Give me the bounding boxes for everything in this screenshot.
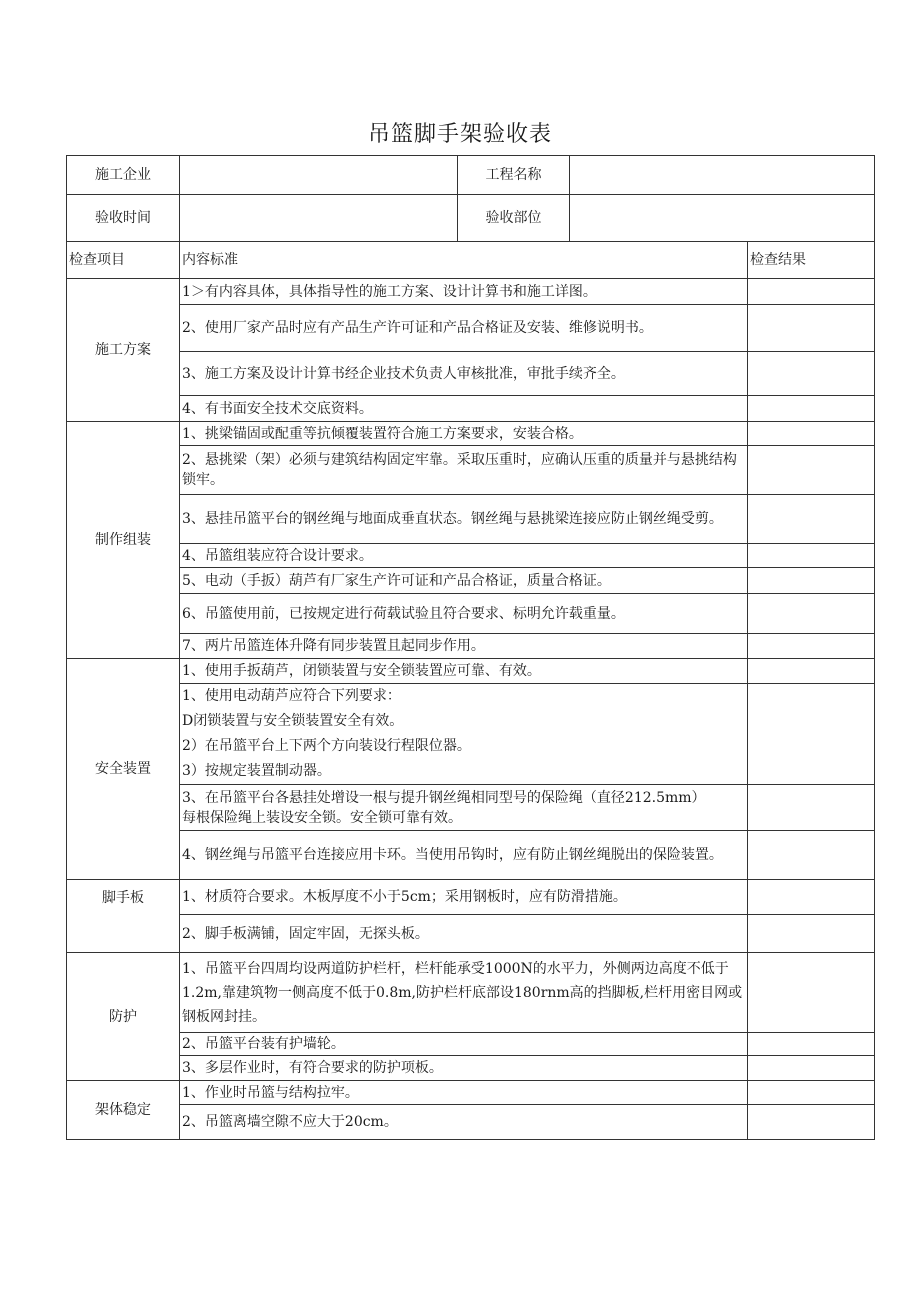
plan-result-4[interactable] xyxy=(748,396,875,422)
assembly-item-3: 3、悬挂吊篮平台的钢丝绳与地面成垂直状态。钢丝绳与悬挑梁连接应防止钢丝绳受剪。 xyxy=(180,495,748,544)
safety-item-2 xyxy=(180,684,748,785)
assembly-result-1[interactable] xyxy=(748,422,875,446)
guard-item-2: 2、吊篮平台装有护墙轮。 xyxy=(180,1033,748,1056)
assembly-result-4[interactable] xyxy=(748,544,875,568)
safety-result-2[interactable] xyxy=(748,684,875,785)
stability-result-2[interactable] xyxy=(748,1105,875,1140)
safety-result-1[interactable] xyxy=(748,659,875,684)
board-item-1: 1、材质符合要求。木板厚度不小于5cm；采用钢板时，应有防滑措施。 xyxy=(180,880,748,915)
safety-result-4[interactable] xyxy=(748,831,875,880)
assembly-result-6[interactable] xyxy=(748,594,875,634)
project-label: 工程名称 xyxy=(458,156,570,195)
company-label: 施工企业 xyxy=(67,156,180,195)
stability-item-2: 2、吊篮离墙空隙不应大于20cm。 xyxy=(180,1105,748,1140)
assembly-item-2: 2、悬挑梁（架）必须与建筑结构固定牢靠。采取压重时，应确认压重的质量并与悬挑结构锁牢。 xyxy=(180,446,748,495)
column-header-item: 检查项目 xyxy=(67,242,180,279)
column-header-standard: 内容标准 xyxy=(180,242,748,279)
safety-item-2-line: 3）按规定装置制动器。 xyxy=(182,763,331,779)
section-plan-name: 施工方案 xyxy=(67,279,180,422)
safety-result-3[interactable] xyxy=(748,785,875,831)
assembly-item-1: 1、挑梁锚固或配重等抗倾覆装置符合施工方案要求，安装合格。 xyxy=(180,422,748,446)
assembly-result-7[interactable] xyxy=(748,634,875,659)
section-stability-name: 架体稳定 xyxy=(67,1081,180,1140)
assembly-item-7: 7、两片吊篮连体升降有同步装置且起同步作用。 xyxy=(180,634,748,659)
guard-item-1: 1、吊篮平台四周均设两道防护栏杆，栏杆能承受1000N的水平力，外侧两边高度不低于1.2m,靠建筑物一侧高度不低于0.8m,防护栏杆底部设180rnm高的挡脚板,栏杆用密目网或钢板网封挂。 xyxy=(180,953,748,1033)
date-label: 验收时间 xyxy=(67,195,180,242)
part-label: 验收部位 xyxy=(458,195,570,242)
board-item-2: 2、脚手板满铺，固定牢固，无探头板。 xyxy=(180,915,748,953)
plan-item-1: 1＞有内容具体，具体指导性的施工方案、设计计算书和施工详图。 xyxy=(180,279,748,305)
safety-item-1: 1、使用手扳葫芦，闭锁装置与安全锁装置应可靠、有效。 xyxy=(180,659,748,684)
guard-item-3: 3、多层作业时，有符合要求的防护项板。 xyxy=(180,1056,748,1081)
assembly-item-6: 6、吊篮使用前，已按规定进行荷载试验且符合要求、标明允许载重量。 xyxy=(180,594,748,634)
assembly-item-4: 4、吊篮组装应符合设计要求。 xyxy=(180,544,748,568)
assembly-result-3[interactable] xyxy=(748,495,875,544)
safety-item-3-line: 3、在吊篮平台各悬挂处增设一根与提升钢丝绳相同型号的保险绳（直径212.5mm） xyxy=(182,789,706,806)
plan-item-2: 2、使用厂家产品时应有产品生产许可证和产品合格证及安装、维修说明书。 xyxy=(180,305,748,352)
section-assembly-name: 制作组装 xyxy=(67,422,180,659)
safety-item-3 xyxy=(180,785,748,831)
plan-item-3: 3、施工方案及设计计算书经企业技术负责人审核批准，审批手续齐全。 xyxy=(180,352,748,396)
board-result-1[interactable] xyxy=(748,880,875,915)
assembly-result-5[interactable] xyxy=(748,568,875,594)
column-header-result: 检查结果 xyxy=(748,242,875,279)
part-value[interactable] xyxy=(570,195,875,242)
safety-item-4: 4、钢丝绳与吊篮平台连接应用卡环。当使用吊钩时，应有防止钢丝绳脱出的保险装置。 xyxy=(180,831,748,880)
section-guard-name: 防护 xyxy=(67,953,180,1081)
project-value[interactable] xyxy=(570,156,875,195)
inspection-table xyxy=(66,155,875,1140)
assembly-result-2[interactable] xyxy=(748,446,875,495)
company-value[interactable] xyxy=(180,156,458,195)
plan-result-3[interactable] xyxy=(748,352,875,396)
safety-item-2-line: 1、使用电动葫芦应符合下列要求： xyxy=(182,688,401,704)
page-title: 吊篮脚手架验收表 xyxy=(367,122,552,147)
guard-result-2[interactable] xyxy=(748,1033,875,1056)
guard-result-1[interactable] xyxy=(748,953,875,1033)
stability-item-1: 1、作业时吊篮与结构拉牢。 xyxy=(180,1081,748,1105)
date-value[interactable] xyxy=(180,195,458,242)
plan-result-1[interactable] xyxy=(748,279,875,305)
section-safety-name: 安全装置 xyxy=(67,659,180,880)
safety-item-2-line: 2）在吊篮平台上下两个方向装设行程限位器。 xyxy=(182,738,471,754)
plan-result-2[interactable] xyxy=(748,305,875,352)
plan-item-4: 4、有书面安全技术交底资料。 xyxy=(180,396,748,422)
section-board-name: 脚手板 xyxy=(67,880,180,953)
assembly-item-5: 5、电动（手扳）葫芦有厂家生产许可证和产品合格证，质量合格证。 xyxy=(180,568,748,594)
safety-item-2-line: D闭锁装置与安全锁装置安全有效。 xyxy=(182,713,404,729)
guard-result-3[interactable] xyxy=(748,1056,875,1081)
board-result-2[interactable] xyxy=(748,915,875,953)
safety-item-3-line: 每根保险绳上装设安全锁。安全锁可靠有效。 xyxy=(182,809,462,826)
stability-result-1[interactable] xyxy=(748,1081,875,1105)
